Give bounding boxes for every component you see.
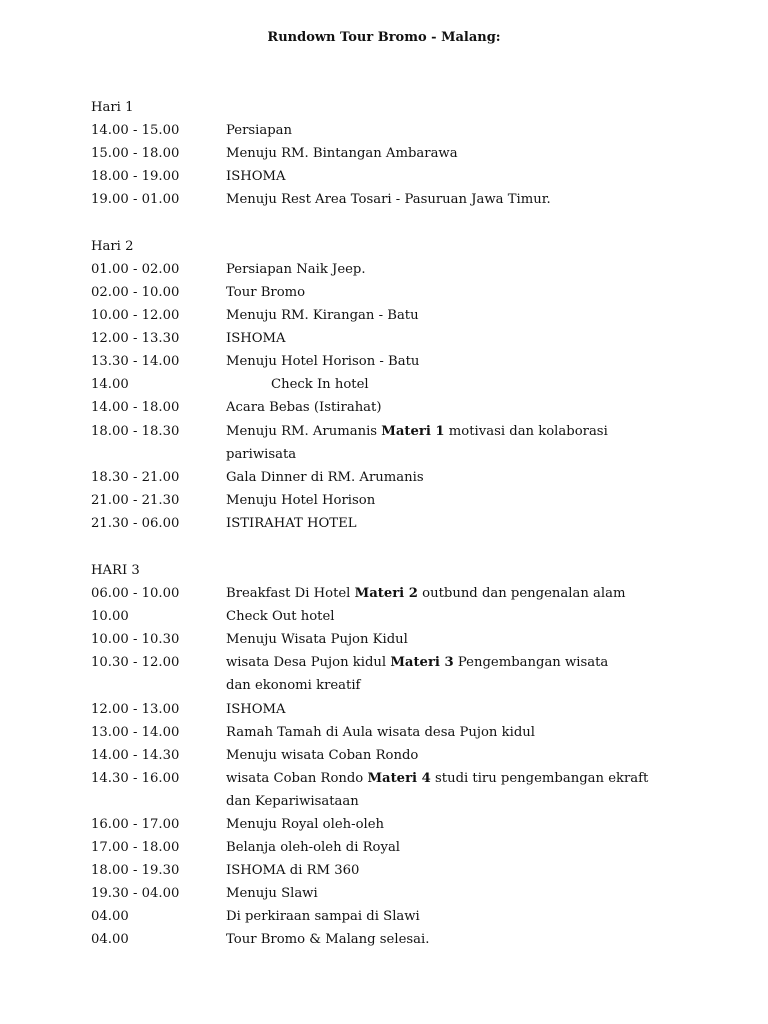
- activity-cell: Menuju Royal oleh-oleh: [226, 817, 385, 832]
- activity-cell: [226, 582, 625, 605]
- activity-cell: ISHOMA: [226, 169, 286, 184]
- activity-text: wisata Desa Pujon kidul: [226, 655, 391, 670]
- activity-cell: pariwisata: [226, 447, 297, 462]
- activity-cell: Check In hotel: [271, 377, 369, 392]
- activity-text: wisata Coban Rondo: [226, 771, 368, 786]
- time-cell: 04.00: [91, 909, 129, 924]
- activity-cell: Menuju Wisata Pujon Kidul: [226, 632, 408, 647]
- time-cell: 10.00 - 12.00: [91, 308, 180, 323]
- time-cell: 14.00 - 15.00: [91, 123, 180, 138]
- activity-cell: Tour Bromo: [226, 285, 306, 300]
- time-cell: 12.00 - 13.00: [91, 702, 180, 717]
- time-cell: 14.00 - 18.00: [91, 400, 180, 415]
- activity-cell: ISTIRAHAT HOTEL: [226, 516, 357, 531]
- time-cell: 17.00 - 18.00: [91, 840, 180, 855]
- activity-cell: Menuju Hotel Horison: [226, 493, 376, 508]
- activity-cell: Menuju Hotel Horison - Batu: [226, 354, 420, 369]
- activity-cell: Gala Dinner di RM. Arumanis: [226, 470, 424, 485]
- time-cell: 14.30 - 16.00: [91, 771, 180, 786]
- time-cell: 10.30 - 12.00: [91, 655, 180, 670]
- activity-cell: [226, 767, 648, 790]
- time-cell: 21.00 - 21.30: [91, 493, 180, 508]
- time-cell: 16.00 - 17.00: [91, 817, 180, 832]
- time-cell: 18.00 - 19.30: [91, 863, 180, 878]
- activity-cell: Belanja oleh-oleh di Royal: [226, 840, 401, 855]
- materi-label: Materi 2: [354, 586, 418, 601]
- activity-text: Breakfast Di Hotel: [226, 586, 355, 601]
- activity-cell: dan ekonomi kreatif: [226, 678, 361, 693]
- time-cell: 18.30 - 21.00: [91, 470, 180, 485]
- materi-label: Materi 3: [390, 655, 454, 670]
- activity-cell: Menuju wisata Coban Rondo: [226, 748, 419, 763]
- day-heading: HARI 3: [91, 563, 140, 578]
- activity-cell: Menuju Rest Area Tosari - Pasuruan Jawa Timur.: [226, 192, 551, 207]
- activity-cell: ISHOMA: [226, 331, 286, 346]
- time-cell: 02.00 - 10.00: [91, 285, 180, 300]
- activity-cell: Persiapan Naik Jeep.: [226, 262, 366, 277]
- time-cell: 18.00 - 19.00: [91, 169, 180, 184]
- time-cell: 10.00 - 10.30: [91, 632, 180, 647]
- time-cell: 13.00 - 14.00: [91, 725, 180, 740]
- activity-text: Menuju RM. Arumanis: [226, 424, 382, 439]
- activity-cell: Menuju RM. Kirangan - Batu: [226, 308, 419, 323]
- day-heading: Hari 1: [91, 100, 134, 115]
- time-cell: 13.30 - 14.00: [91, 354, 180, 369]
- time-cell: 06.00 - 10.00: [91, 586, 180, 601]
- activity-text: Pengembangan wisata: [453, 655, 609, 670]
- activity-cell: ISHOMA: [226, 702, 286, 717]
- time-cell: 18.00 - 18.30: [91, 424, 180, 439]
- activity-cell: Tour Bromo & Malang selesai.: [226, 932, 430, 947]
- time-cell: 14.00 - 14.30: [91, 748, 180, 763]
- activity-text: motivasi dan kolaborasi: [444, 424, 608, 439]
- activity-cell: Persiapan: [226, 123, 293, 138]
- time-cell: 21.30 - 06.00: [91, 516, 180, 531]
- activity-cell: ISHOMA di RM 360: [226, 863, 360, 878]
- activity-cell: Menuju Slawi: [226, 886, 318, 901]
- time-cell: 12.00 - 13.30: [91, 331, 180, 346]
- document-title: Rundown Tour Bromo - Malang:: [267, 30, 501, 45]
- activity-cell: dan Kepariwisataan: [226, 794, 359, 809]
- activity-cell: Ramah Tamah di Aula wisata desa Pujon kidul: [226, 725, 535, 740]
- time-cell: 10.00: [91, 609, 129, 624]
- activity-cell: Di perkiraan sampai di Slawi: [226, 909, 420, 924]
- activity-cell: [226, 651, 608, 674]
- activity-text: studi tiru pengembangan ekraft: [430, 771, 649, 786]
- activity-text: outbund dan pengenalan alam: [417, 586, 626, 601]
- time-cell: 15.00 - 18.00: [91, 146, 180, 161]
- materi-label: Materi 4: [367, 771, 431, 786]
- day-heading: Hari 2: [91, 239, 134, 254]
- activity-cell: Acara Bebas (Istirahat): [226, 400, 382, 415]
- activity-cell: [226, 420, 608, 443]
- materi-label: Materi 1: [381, 424, 445, 439]
- time-cell: 04.00: [91, 932, 129, 947]
- activity-cell: Menuju RM. Bintangan Ambarawa: [226, 146, 458, 161]
- time-cell: 19.00 - 01.00: [91, 192, 180, 207]
- time-cell: 14.00: [91, 377, 129, 392]
- activity-cell: Check Out hotel: [226, 609, 335, 624]
- time-cell: 19.30 - 04.00: [91, 886, 180, 901]
- time-cell: 01.00 - 02.00: [91, 262, 180, 277]
